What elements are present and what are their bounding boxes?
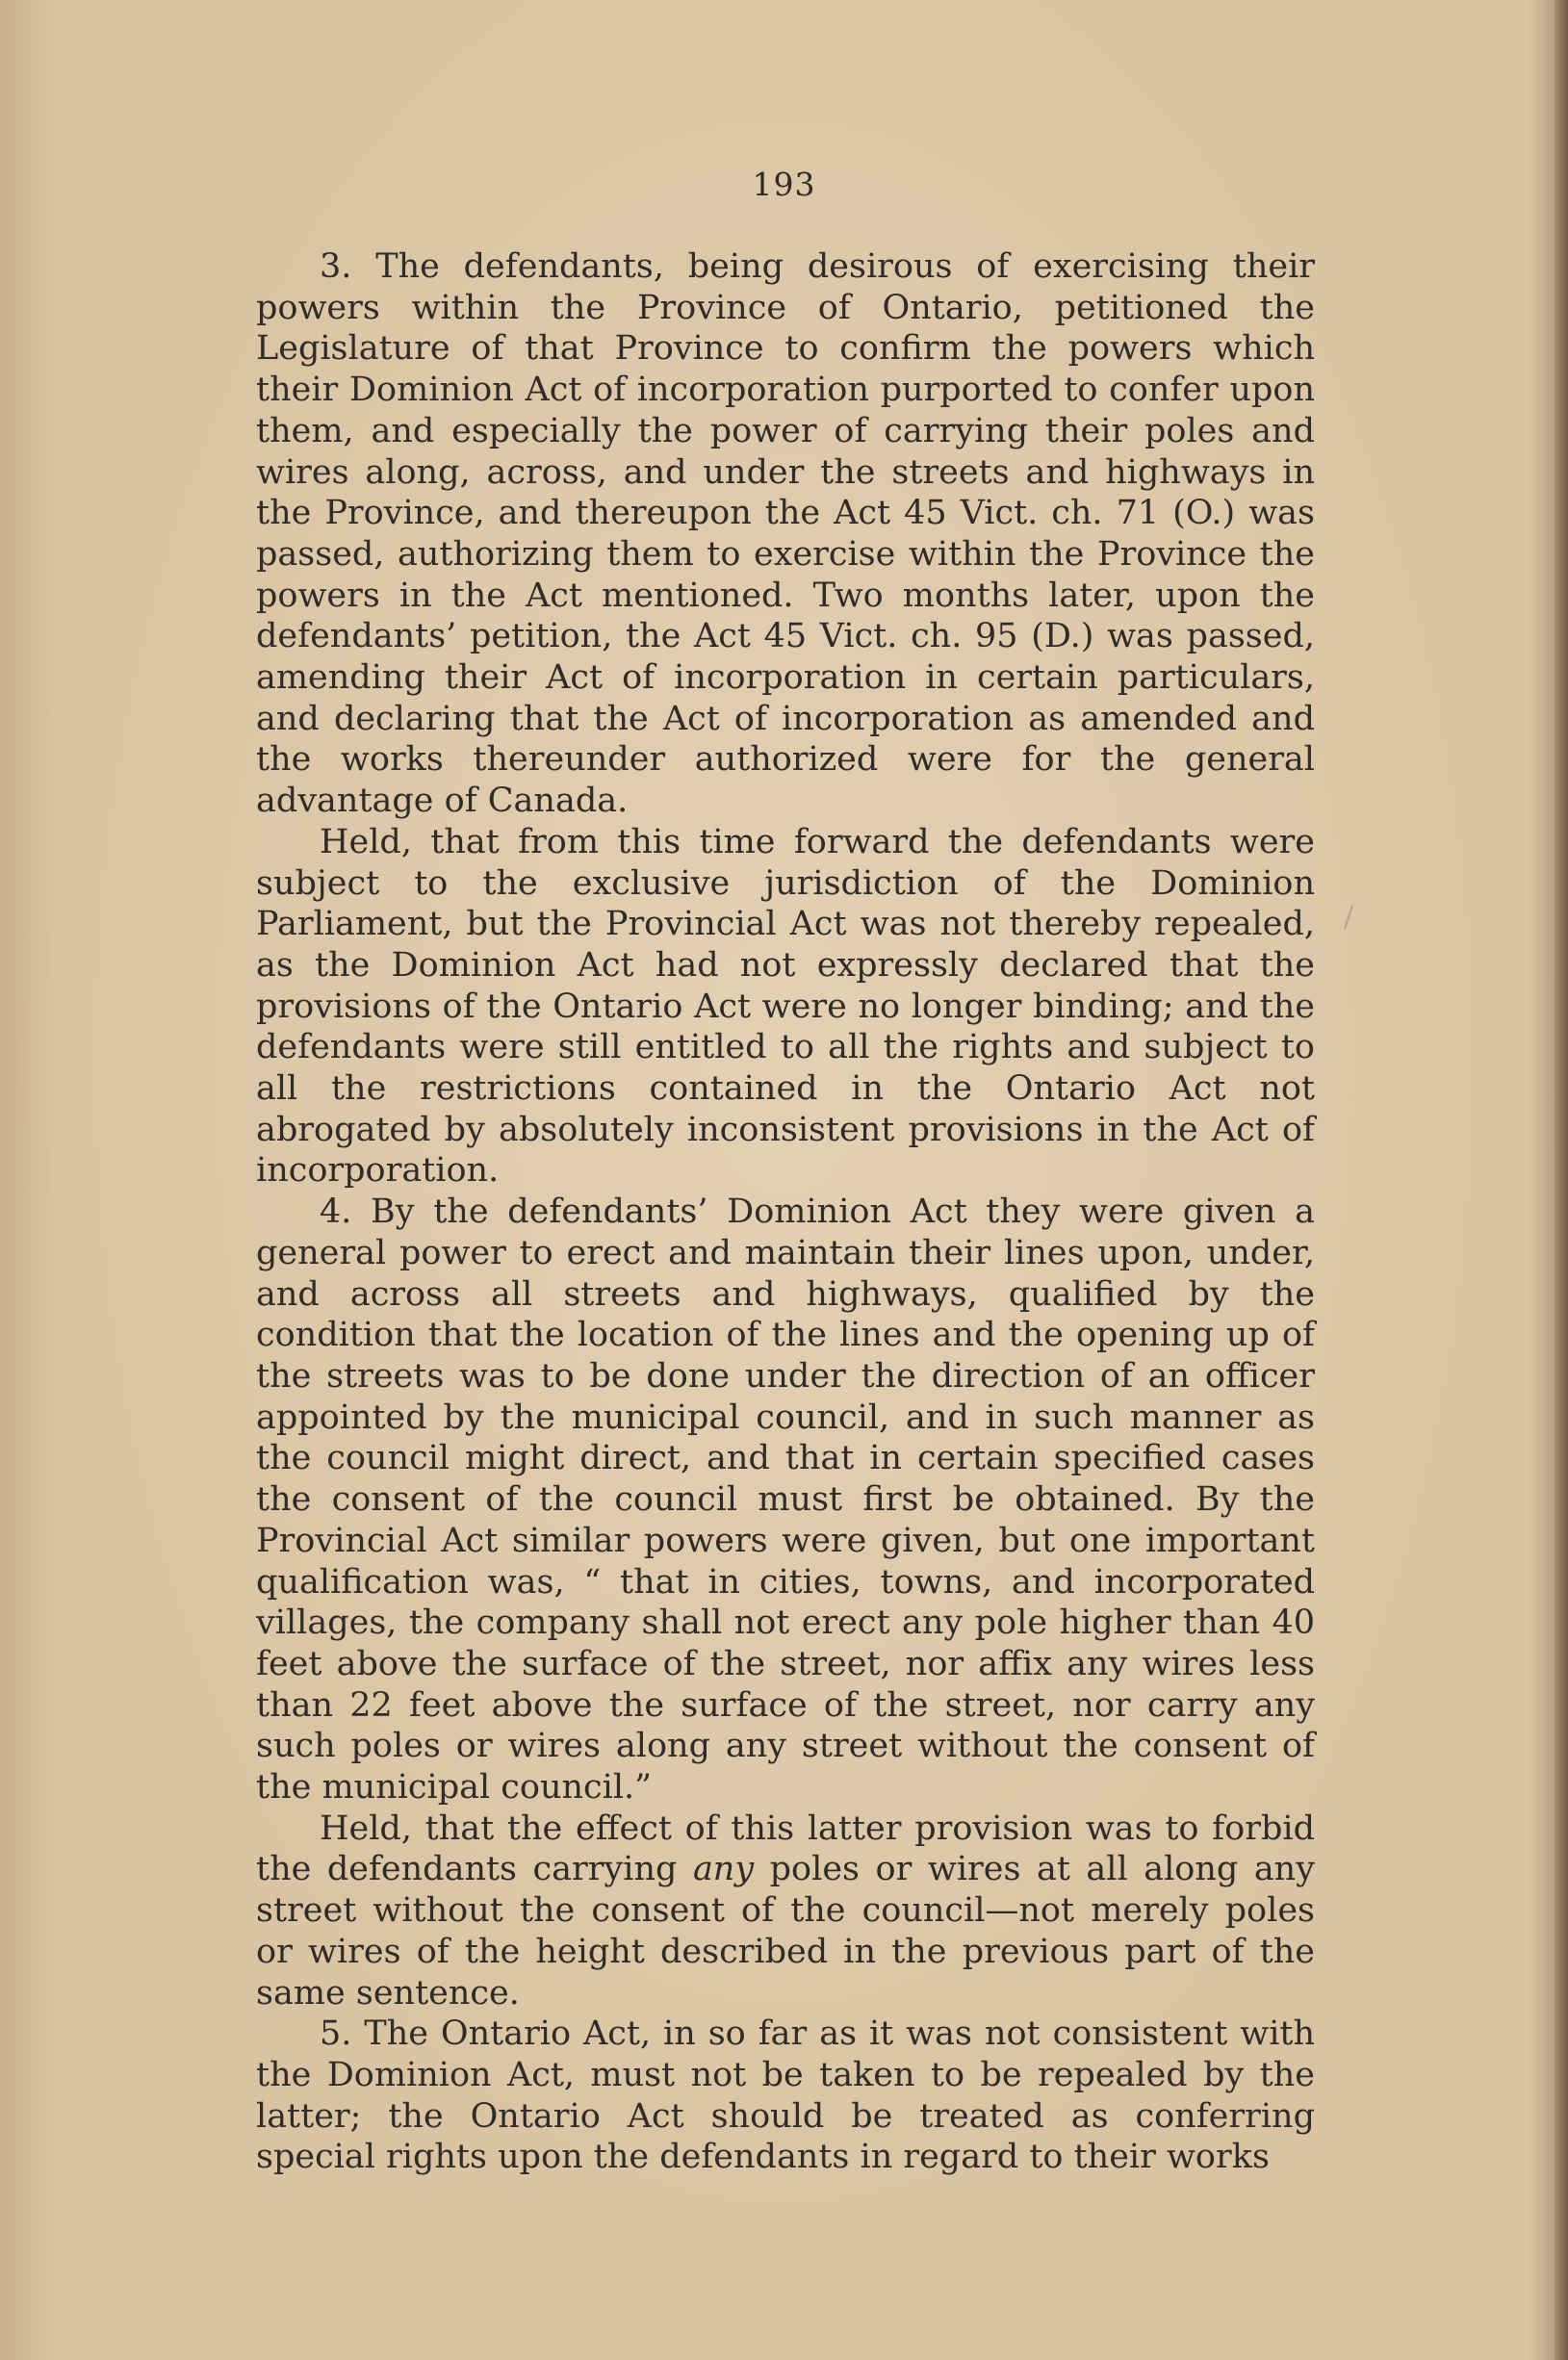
paragraph-5: 5. The Ontario Act, in so far as it was not consistent with the Dominion Act, must not be taken to be repealed by the latter; the Ontario Act should be treated as conferring special rights upon the defendants in regard to their works (256, 2014, 1315, 2177)
held-text-after: poles or wires at all along any street without the consent of the council—not merely poles or wires of the height described in the previous part of the same sentence. (256, 1850, 1315, 2013)
held-text-italic: any (692, 1850, 755, 1889)
paragraph-4-held (256, 1808, 1315, 2014)
paragraph-3: 3. The defendants, being desirous of exercising their powers within the Province of Ontario, petitioned the Legislature of that Province to confirm the powers which their Dominion Act of incorporation purported to confer upon them, and especially the power of carrying their poles and wires along, across, and under the streets and highways in the Province, and thereupon the Act 45 Vict. ch. 71 (O.) was passed, authorizing them to exercise within the Province the powers in the Act mentioned. Two months later, upon the defendants’ petition, the Act 45 Vict. ch. 95 (D.) was passed, amending their Act of incorporation in certain particulars, and declaring that the Act of incorporation as amended and the works thereunder authorized were for the general advantage of Canada. (256, 247, 1315, 821)
paragraph-3-held: Held, that from this time forward the defendants were subject to the exclusive jurisdiction of the Dominion Parliament, but the Provincial Act was not thereby repealed, as the Dominion Act had not expressly declared that the provisions of the Ontario Act were no longer binding; and the defendants were still entitled to all the rights and subject to all the restrictions contained in the Ontario Act not abrogated by absolutely inconsistent provisions in the Act of incorporation. (256, 822, 1315, 1191)
page-edge-shadow (1555, 0, 1568, 2360)
paragraph-4: 4. By the defendants’ Dominion Act they were given a general power to erect and maintain their lines upon, under, and across all streets and highways, qualified by the condition that the location of the lines and the opening up of the streets was to be done under the direction of an officer appointed by the municipal council, and in such manner as the council might direct, and that in certain specified cases the consent of the council must first be obtained. By the Provincial Act similar powers were given, but one important qualification was, “ that in cities, towns, and incorporated villages, the company shall not erect any pole higher than 40 feet above the surface of the street, nor affix any wires less than 22 feet above the surface of the street, nor carry any such poles or wires along any street without the consent of the municipal council.” (256, 1193, 1315, 1808)
body-text (256, 246, 1315, 2178)
page-number: 193 (752, 166, 816, 203)
held-text-before: Held, that the effect of this latter provision was to forbid the defendants carrying (256, 1808, 1315, 1889)
stray-pencil-mark (1344, 905, 1353, 929)
